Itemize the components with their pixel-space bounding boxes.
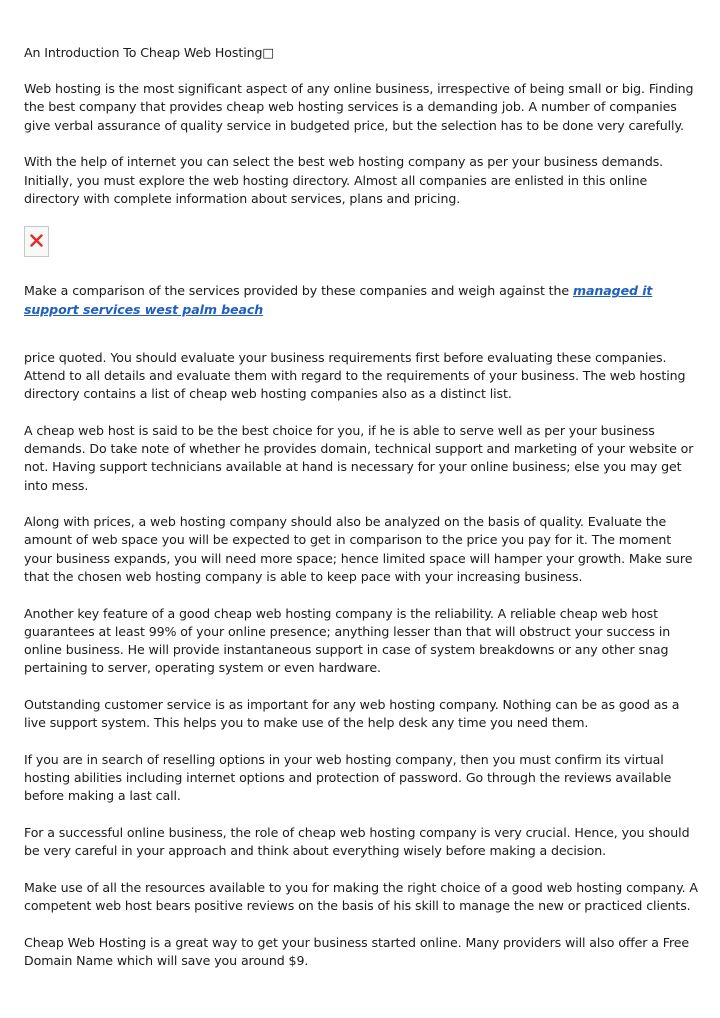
paragraph-9: For a successful online business, the role of cheap web hosting company is very crucial. Hence, you should be very careful in your approach and think about everything wisely before making a decision. <box>24 824 690 859</box>
paragraph-1: Web hosting is the most significant aspect of any online business, irrespective of being small or big. Finding the best company that provides cheap web hosting services is a demanding job. A number of companies give verbal assurance of quality service in budgeted price, but the selection has to be done very carefully. <box>24 81 694 133</box>
title-glyph: □ <box>262 45 275 60</box>
title-text: An Introduction To Cheap Web Hosting <box>24 45 263 60</box>
paragraph-4: A cheap web host is said to be the best choice for you, if he is able to serve well as per your business demands. Do take note of whether he provides domain, technical support and marketing of your website or not. Having support technicians available at hand is necessary for your online business; else you may get into mess. <box>24 422 694 493</box>
paragraph-10: Make use of all the resources available to you for making the right choice of a good web hosting company. A competent web host bears positive reviews on the basis of his skill to manage the new or practiced clients. <box>24 879 698 913</box>
paragraph-5: Along with prices, a web hosting company should also be analyzed on the basis of quality. Evaluate the amount of web space you will be expected to get in comparison to the price you pay for it. The moment your business expands, you will need more space; hence limited space will hamper your growth. Make sure that the chosen web hosting company is able to keep pace with your increasing business. <box>24 514 693 584</box>
document-title <box>24 44 698 62</box>
broken-image-icon <box>24 226 49 257</box>
paragraph-7: Outstanding customer service is as important for any web hosting company. Nothing can be as good as a live support system. This helps you to make use of the help desk any time you need them. <box>24 696 680 731</box>
paragraph-3: price quoted. You should evaluate your business requirements first before evaluating these companies. Attend to all details and evaluate them with regard to the requirements of your business. The web hosting directory contains a list of cheap web hosting companies also as a distinct list. <box>24 349 686 402</box>
paragraph-8: If you are in search of reselling options in your web hosting company, then you must confirm its virtual hosting abilities including internet options and protection of password. Go through the reviews available before making a last call. <box>24 751 672 804</box>
document-page <box>24 44 698 989</box>
comparison-text: Make a comparison of the services provided by these companies and weigh against the <box>24 283 573 299</box>
broken-image-x-icon <box>30 234 43 247</box>
paragraph-2: With the help of internet you can select the best web hosting company as per your business demands. Initially, you must explore the web hosting directory. Almost all companies are enlisted in this online directory with complete information about services, plans and pricing. <box>24 154 664 206</box>
paragraph-6: Another key feature of a good cheap web hosting company is the reliability. A reliable cheap web host guarantees at least 99% of your online presence; anything lesser than that will obstruct your success in online business. He will provide instantaneous support in case of system breakdowns or any other snag pertaining to server, operating system or even hardware. <box>24 605 671 676</box>
comparison-paragraph <box>24 282 698 318</box>
managed-it-support-link[interactable]: managed it support services west palm beach <box>24 283 653 317</box>
paragraph-11: Cheap Web Hosting is a great way to get your business started online. Many providers will also offer a Free Domain Name which will save you around $9. <box>24 934 690 968</box>
